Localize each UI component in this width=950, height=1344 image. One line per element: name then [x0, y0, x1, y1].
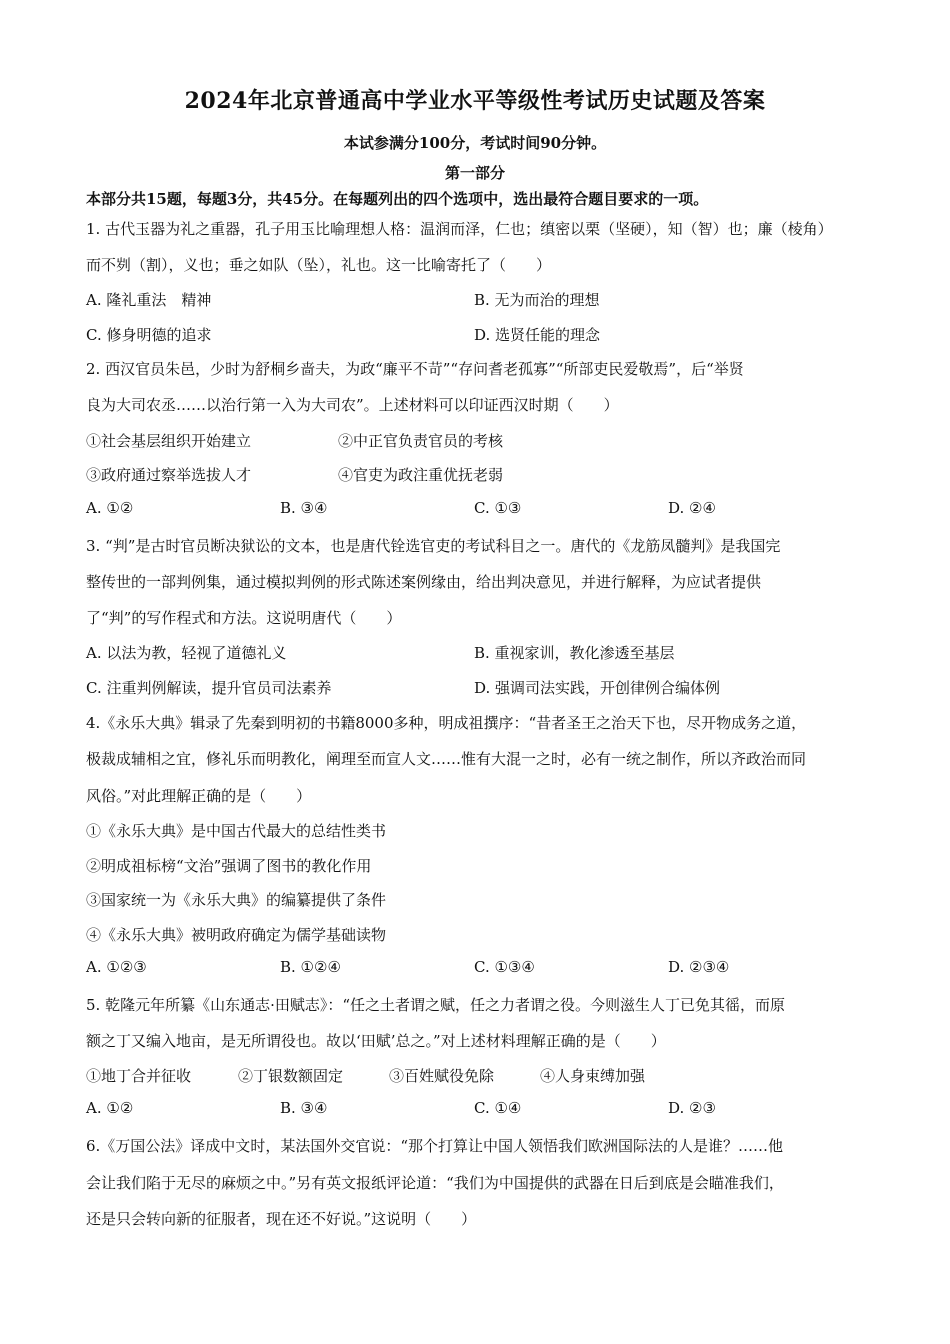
- question-5-option-c: C. ①④: [474, 1099, 522, 1117]
- question-2-statement-1: ①社会基层组织开始建立: [86, 432, 252, 450]
- question-6-text: 6.《万国公法》译成中文时，某法国外交官说：“那个打算让中国人领悟我们欧洲国际法的人是谁？……他: [86, 1137, 783, 1155]
- question-5-option-a: A. ①②: [86, 1099, 134, 1117]
- question-2-option-a: A. ①②: [86, 499, 134, 517]
- question-1-text: 而不刿（割），义也；垂之如队（坠），礼也。这一比喻寄托了（ ）: [86, 256, 552, 274]
- question-3-option-a: A. 以法为教，轻视了道德礼义: [86, 644, 287, 662]
- question-4-option-c: C. ①③④: [474, 958, 535, 976]
- question-5-option-b: B. ③④: [280, 1099, 328, 1117]
- question-4-option-b: B. ①②④: [280, 958, 341, 976]
- question-2-statement-4: ④官吏为政注重优抚老弱: [338, 466, 504, 484]
- question-5-statement-4: ④人身束缚加强: [540, 1067, 646, 1085]
- question-5-statement-3: ③百姓赋役免除: [389, 1067, 495, 1085]
- question-3-text: 了“判”的写作程式和方法。这说明唐代（ ）: [86, 609, 402, 627]
- question-2-option-c: C. ①③: [474, 499, 522, 517]
- section-heading: 第一部分: [444, 164, 505, 182]
- question-2-statement-3: ③政府通过察举选拔人才: [86, 466, 252, 484]
- question-4-option-a: A. ①②③: [86, 958, 147, 976]
- question-5-option-d: D. ②③: [668, 1099, 716, 1117]
- question-2-text: 良为大司农丞……以治行第一入为大司农”。上述材料可以印证西汉时期（ ）: [86, 396, 619, 414]
- question-3-option-c: C. 注重判例解读，提升官员司法素养: [86, 679, 332, 697]
- question-4-statement-4: ④《永乐大典》被明政府确定为儒学基础读物: [86, 926, 387, 944]
- question-3-text: 整传世的一部判例集，通过模拟判例的形式陈述案例缘由，给出判决意见，并进行解释，为应试者提供: [86, 573, 762, 591]
- exam-info: 本试参满分100分，考试时间90分钟。: [343, 134, 607, 152]
- question-3-option-b: B. 重视家训，教化渗透至基层: [474, 644, 675, 662]
- page-title: 2024年北京普通高中学业水平等级性考试历史试题及答案: [184, 88, 766, 114]
- question-5-text: 5. 乾隆元年所纂《山东通志·田赋志》：“任之土者谓之赋，任之力者谓之役。今则滋生人丁已免其徭，而原: [86, 996, 786, 1014]
- question-4-statement-3: ③国家统一为《永乐大典》的编纂提供了条件: [86, 891, 387, 909]
- question-5-statement-1: ①地丁合并征收: [86, 1067, 192, 1085]
- question-5-text: 额之丁又编入地亩，是无所谓役也。故以‘田赋’总之。”对上述材料理解正确的是（ ）: [86, 1032, 666, 1050]
- question-4-text: 4.《永乐大典》辑录了先秦到明初的书籍8000多种，明成祖撰序：“昔者圣王之治天下也，尽开物成务之道，: [86, 714, 807, 732]
- section-instructions: 本部分共15题，每题3分，共45分。在每题列出的四个选项中，选出最符合题目要求的一项。: [86, 190, 709, 208]
- question-6-text: 还是只会转向新的征服者，现在还不好说。”这说明（ ）: [86, 1210, 477, 1228]
- question-1-option-b: B. 无为而治的理想: [474, 291, 600, 309]
- question-1-text: 1. 古代玉器为礼之重器，孔子用玉比喻理想人格：温润而泽，仁也；缜密以栗（坚硬），知（智）也；廉（棱角）: [86, 220, 833, 238]
- question-5-statement-2: ②丁银数额固定: [238, 1067, 344, 1085]
- question-3-option-d: D. 强调司法实践，开创律例合编体例: [474, 679, 721, 697]
- question-4-text: 风俗。”对此理解正确的是（ ）: [86, 787, 312, 805]
- question-2-option-b: B. ③④: [280, 499, 328, 517]
- question-1-option-c: C. 修身明德的追求: [86, 326, 212, 344]
- question-2-statement-2: ②中正官负责官员的考核: [338, 432, 504, 450]
- question-1-option-a: A. 隆礼重法 精神: [86, 291, 212, 309]
- question-1-option-d: D. 选贤任能的理念: [474, 326, 601, 344]
- question-4-text: 极裁成辅相之宜，修礼乐而明教化，阐理至而宣人文……惟有大混一之时，必有一统之制作，所以齐政治而同: [86, 750, 807, 768]
- question-4-statement-1: ①《永乐大典》是中国古代最大的总结性类书: [86, 822, 387, 840]
- question-2-text: 2. 西汉官员朱邑，少时为舒桐乡啬夫，为政“廉平不苛”“存问耆老孤寡”“所部吏民爱敬焉”，后“举贤: [86, 360, 744, 378]
- question-3-text: 3. “判”是古时官员断决狱讼的文本，也是唐代铨选官吏的考试科目之一。唐代的《龙筋凤髓判》是我国完: [86, 537, 781, 555]
- question-4-statement-2: ②明成祖标榜“文治”强调了图书的教化作用: [86, 857, 372, 875]
- question-2-option-d: D. ②④: [668, 499, 716, 517]
- question-6-text: 会让我们陷于无尽的麻烦之中。”另有英文报纸评论道：“我们为中国提供的武器在日后到底是会瞄准我们，: [86, 1174, 784, 1192]
- question-4-option-d: D. ②③④: [668, 958, 730, 976]
